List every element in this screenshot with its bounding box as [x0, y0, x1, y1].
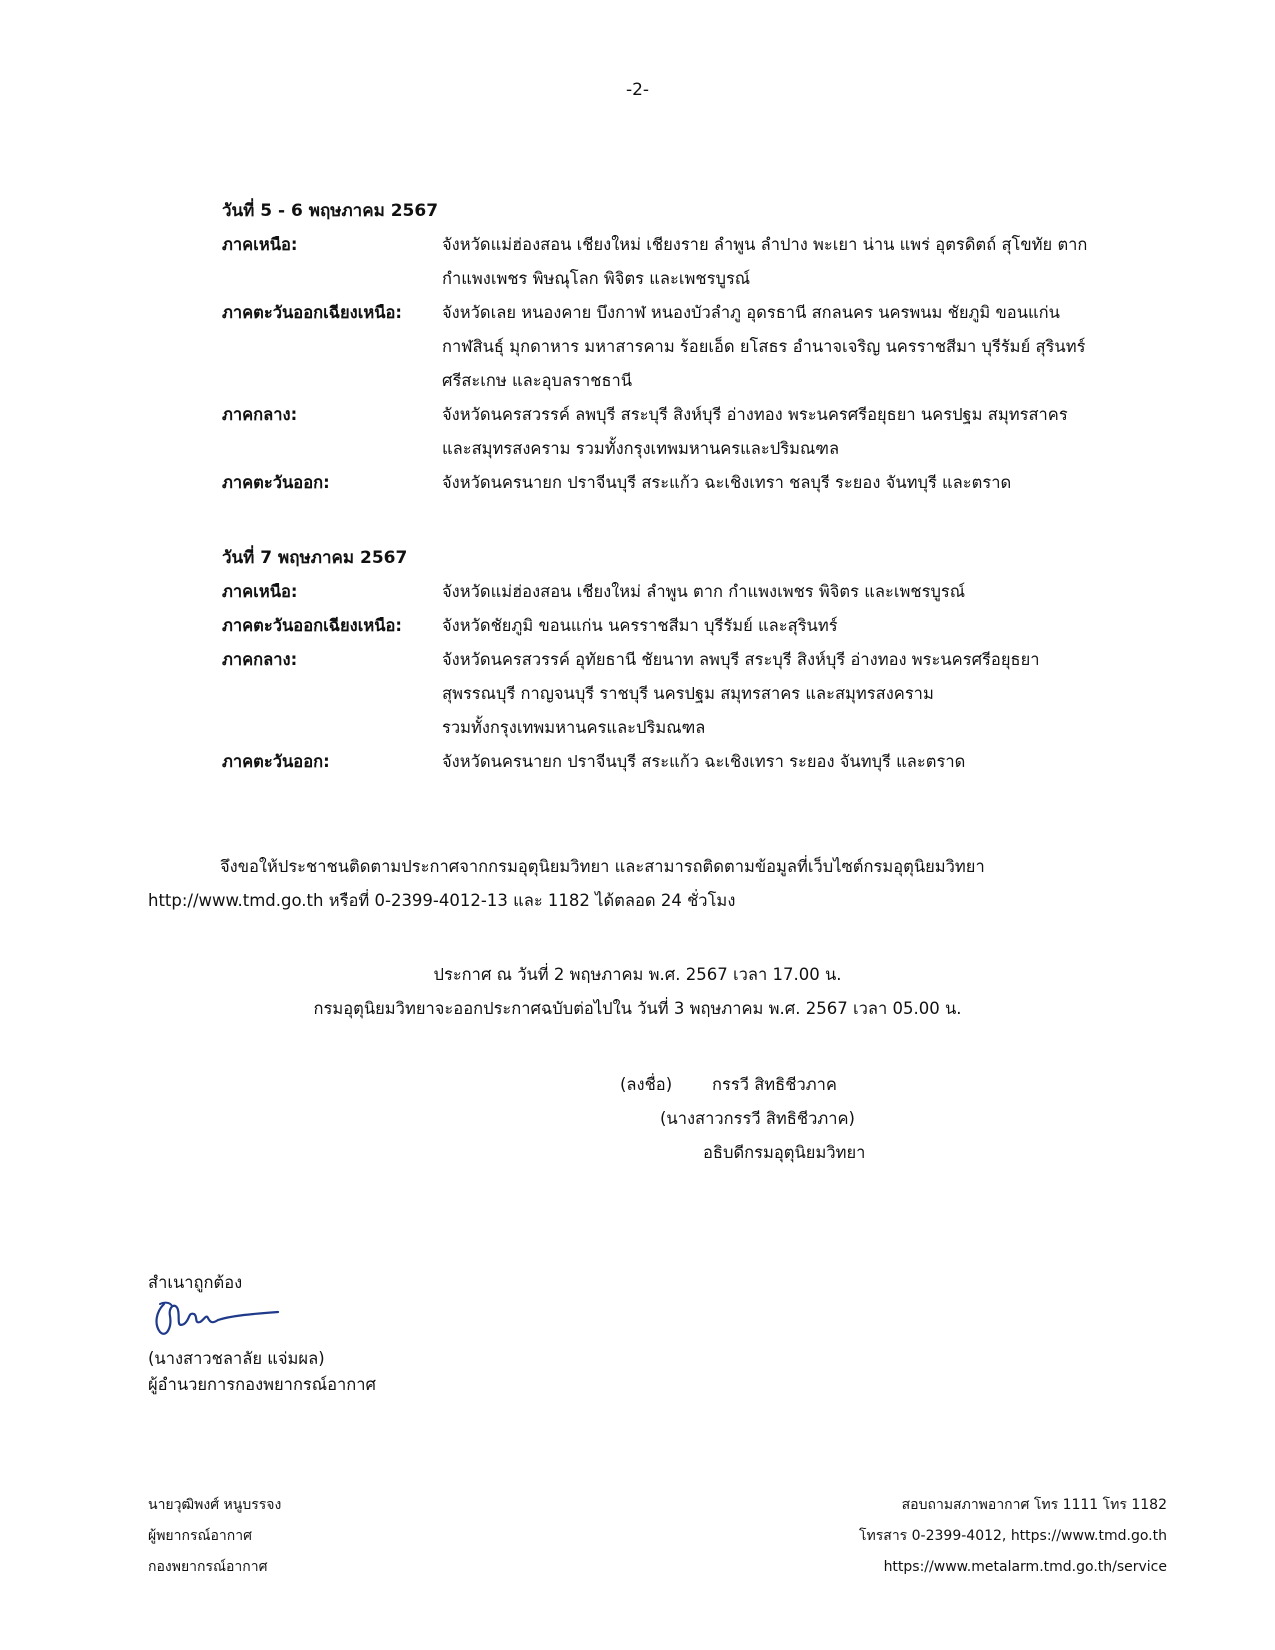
province-line: ศรีสะเกษ และอุบลราชธานี — [442, 371, 633, 390]
region-row-central — [222, 398, 1152, 466]
contact-metalarm-link[interactable]: https://www.metalarm.tmd.go.th/service — [883, 1559, 1167, 1575]
region-row-north — [222, 228, 1152, 296]
region-name: ภาคตะวันออกเฉียงเหนือ: — [222, 616, 403, 635]
signatory-title: อธิบดีกรมอุตุนิยมวิทยา — [703, 1143, 866, 1162]
region-provinces — [442, 228, 1152, 296]
region-provinces — [442, 745, 1152, 779]
province-line: กำแพงเพชร พิษณุโลก พิจิตร และเพชรบูรณ์ — [442, 269, 751, 288]
region-name: ภาคกลาง: — [222, 405, 298, 424]
region-row-north — [222, 575, 1152, 609]
footer-forecaster — [148, 1490, 281, 1583]
closing-line: http://www.tmd.go.th หรือที่ 0-2399-4012-13 และ 1182 ได้ตลอด 24 ชั่วโมง — [148, 891, 736, 910]
region-row-northeast — [222, 609, 1152, 643]
region-row-east — [222, 466, 1152, 500]
certified-copy-name: (นางสาวชลาลัย แจ่มผล) — [148, 1349, 325, 1368]
forecaster-name: นายวุฒิพงศ์ หนูบรรจง — [148, 1497, 282, 1513]
closing-paragraph — [148, 850, 1148, 918]
region-name: ภาคกลาง: — [222, 650, 298, 669]
signatory-full-name: (นางสาวกรรวี สิทธิชีวภาค) — [660, 1109, 855, 1128]
province-line: สุพรรณบุรี กาญจนบุรี ราชบุรี นครปฐม สมุทรสาคร และสมุทรสงคราม — [442, 684, 934, 703]
province-line: จังหวัดนครนายก ปราจีนบุรี สระแก้ว ฉะเชิงเทรา ชลบุรี ระยอง จันทบุรี และตราด — [442, 473, 1012, 492]
province-line: จังหวัดแม่ฮ่องสอน เชียงใหม่ ลำพูน ตาก กำแพงเพชร พิจิตร และเพชรบูรณ์ — [442, 582, 966, 601]
region-name: ภาคตะวันออกเฉียงเหนือ: — [222, 303, 403, 322]
province-line: จังหวัดนครสวรรค์ อุทัยธานี ชัยนาท ลพบุรี สระบุรี สิงห์บุรี อ่างทอง พระนครศรีอยุธยา — [442, 650, 1040, 669]
province-line: จังหวัดนครสวรรค์ ลพบุรี สระบุรี สิงห์บุรี อ่างทอง พระนครศรีอยุธยา นครปฐม สมุทรสาคร — [442, 405, 1068, 424]
forecaster-division: กองพยากรณ์อากาศ — [148, 1559, 268, 1575]
province-line: จังหวัดชัยภูมิ ขอนแก่น นครราชสีมา บุรีรัมย์ และสุรินทร์ — [442, 616, 838, 635]
region-provinces — [442, 643, 1152, 745]
province-line: รวมทั้งกรุงเทพมหานครและปริมณฑล — [442, 718, 706, 737]
certified-copy-label: สำเนาถูกต้อง — [148, 1273, 243, 1292]
forecast-section-1 — [222, 194, 1152, 500]
province-line: จังหวัดแม่ฮ่องสอน เชียงใหม่ เชียงราย ลำพูน ลำปาง พะเยา น่าน แพร่ อุตรดิตถ์ สุโขทัย ตาก — [442, 235, 1088, 254]
footer-contact — [859, 1490, 1167, 1583]
closing-line: จึงขอให้ประชาชนติดตามประกาศจากกรมอุตุนิยมวิทยา และสามารถติดตามข้อมูลที่เว็บไซต์กรมอุตุนิยมวิทยา — [220, 857, 985, 876]
region-name: ภาคเหนือ: — [222, 582, 298, 601]
section-date: วันที่ 5 - 6 พฤษภาคม 2567 — [222, 201, 439, 221]
next-announcement: กรมอุตุนิยมวิทยาจะออกประกาศฉบับต่อไปใน วันที่ 3 พฤษภาคม พ.ศ. 2567 เวลา 05.00 น. — [313, 999, 962, 1018]
section-date: วันที่ 7 พฤษภาคม 2567 — [222, 548, 408, 568]
certified-copy-title: ผู้อำนวยการกองพยากรณ์อากาศ — [148, 1375, 377, 1394]
province-line: กาฬสินธุ์ มุกดาหาร มหาสารคาม ร้อยเอ็ด ยโสธร อำนาจเจริญ นครราชสีมา บุรีรัมย์ สุรินทร์ — [442, 337, 1086, 356]
forecaster-title: ผู้พยากรณ์อากาศ — [148, 1528, 252, 1544]
region-provinces — [442, 609, 1152, 643]
province-line: จังหวัดนครนายก ปราจีนบุรี สระแก้ว ฉะเชิงเทรา ระยอง จันทบุรี และตราด — [442, 752, 966, 771]
signed-label: (ลงชื่อ) — [620, 1075, 673, 1094]
region-name: ภาคเหนือ: — [222, 235, 298, 254]
page-number: -2- — [625, 80, 650, 100]
announcement-date: ประกาศ ณ วันที่ 2 พฤษภาคม พ.ศ. 2567 เวลา 17.00 น. — [433, 965, 842, 984]
region-provinces — [442, 575, 1152, 609]
contact-fax-website: โทรสาร 0-2399-4012, https://www.tmd.go.th — [859, 1528, 1167, 1544]
handwritten-signature — [150, 1298, 280, 1340]
forecast-section-2 — [222, 541, 1152, 779]
region-provinces — [442, 398, 1152, 466]
province-line: และสมุทรสงคราม รวมทั้งกรุงเทพมหานครและปริมณฑล — [442, 439, 840, 458]
region-provinces — [442, 296, 1152, 398]
signed-name: กรรวี สิทธิชีวภาค — [712, 1075, 837, 1094]
contact-phone: สอบถามสภาพอากาศ โทร 1111 โทร 1182 — [901, 1497, 1167, 1513]
region-name: ภาคตะวันออก: — [222, 752, 330, 771]
region-provinces — [442, 466, 1152, 500]
province-line: จังหวัดเลย หนองคาย บึงกาฬ หนองบัวลำภู อุดรธานี สกลนคร นครพนม ชัยภูมิ ขอนแก่น — [442, 303, 1060, 322]
region-name: ภาคตะวันออก: — [222, 473, 330, 492]
region-row-central — [222, 643, 1152, 745]
region-row-northeast — [222, 296, 1152, 398]
region-row-east — [222, 745, 1152, 779]
